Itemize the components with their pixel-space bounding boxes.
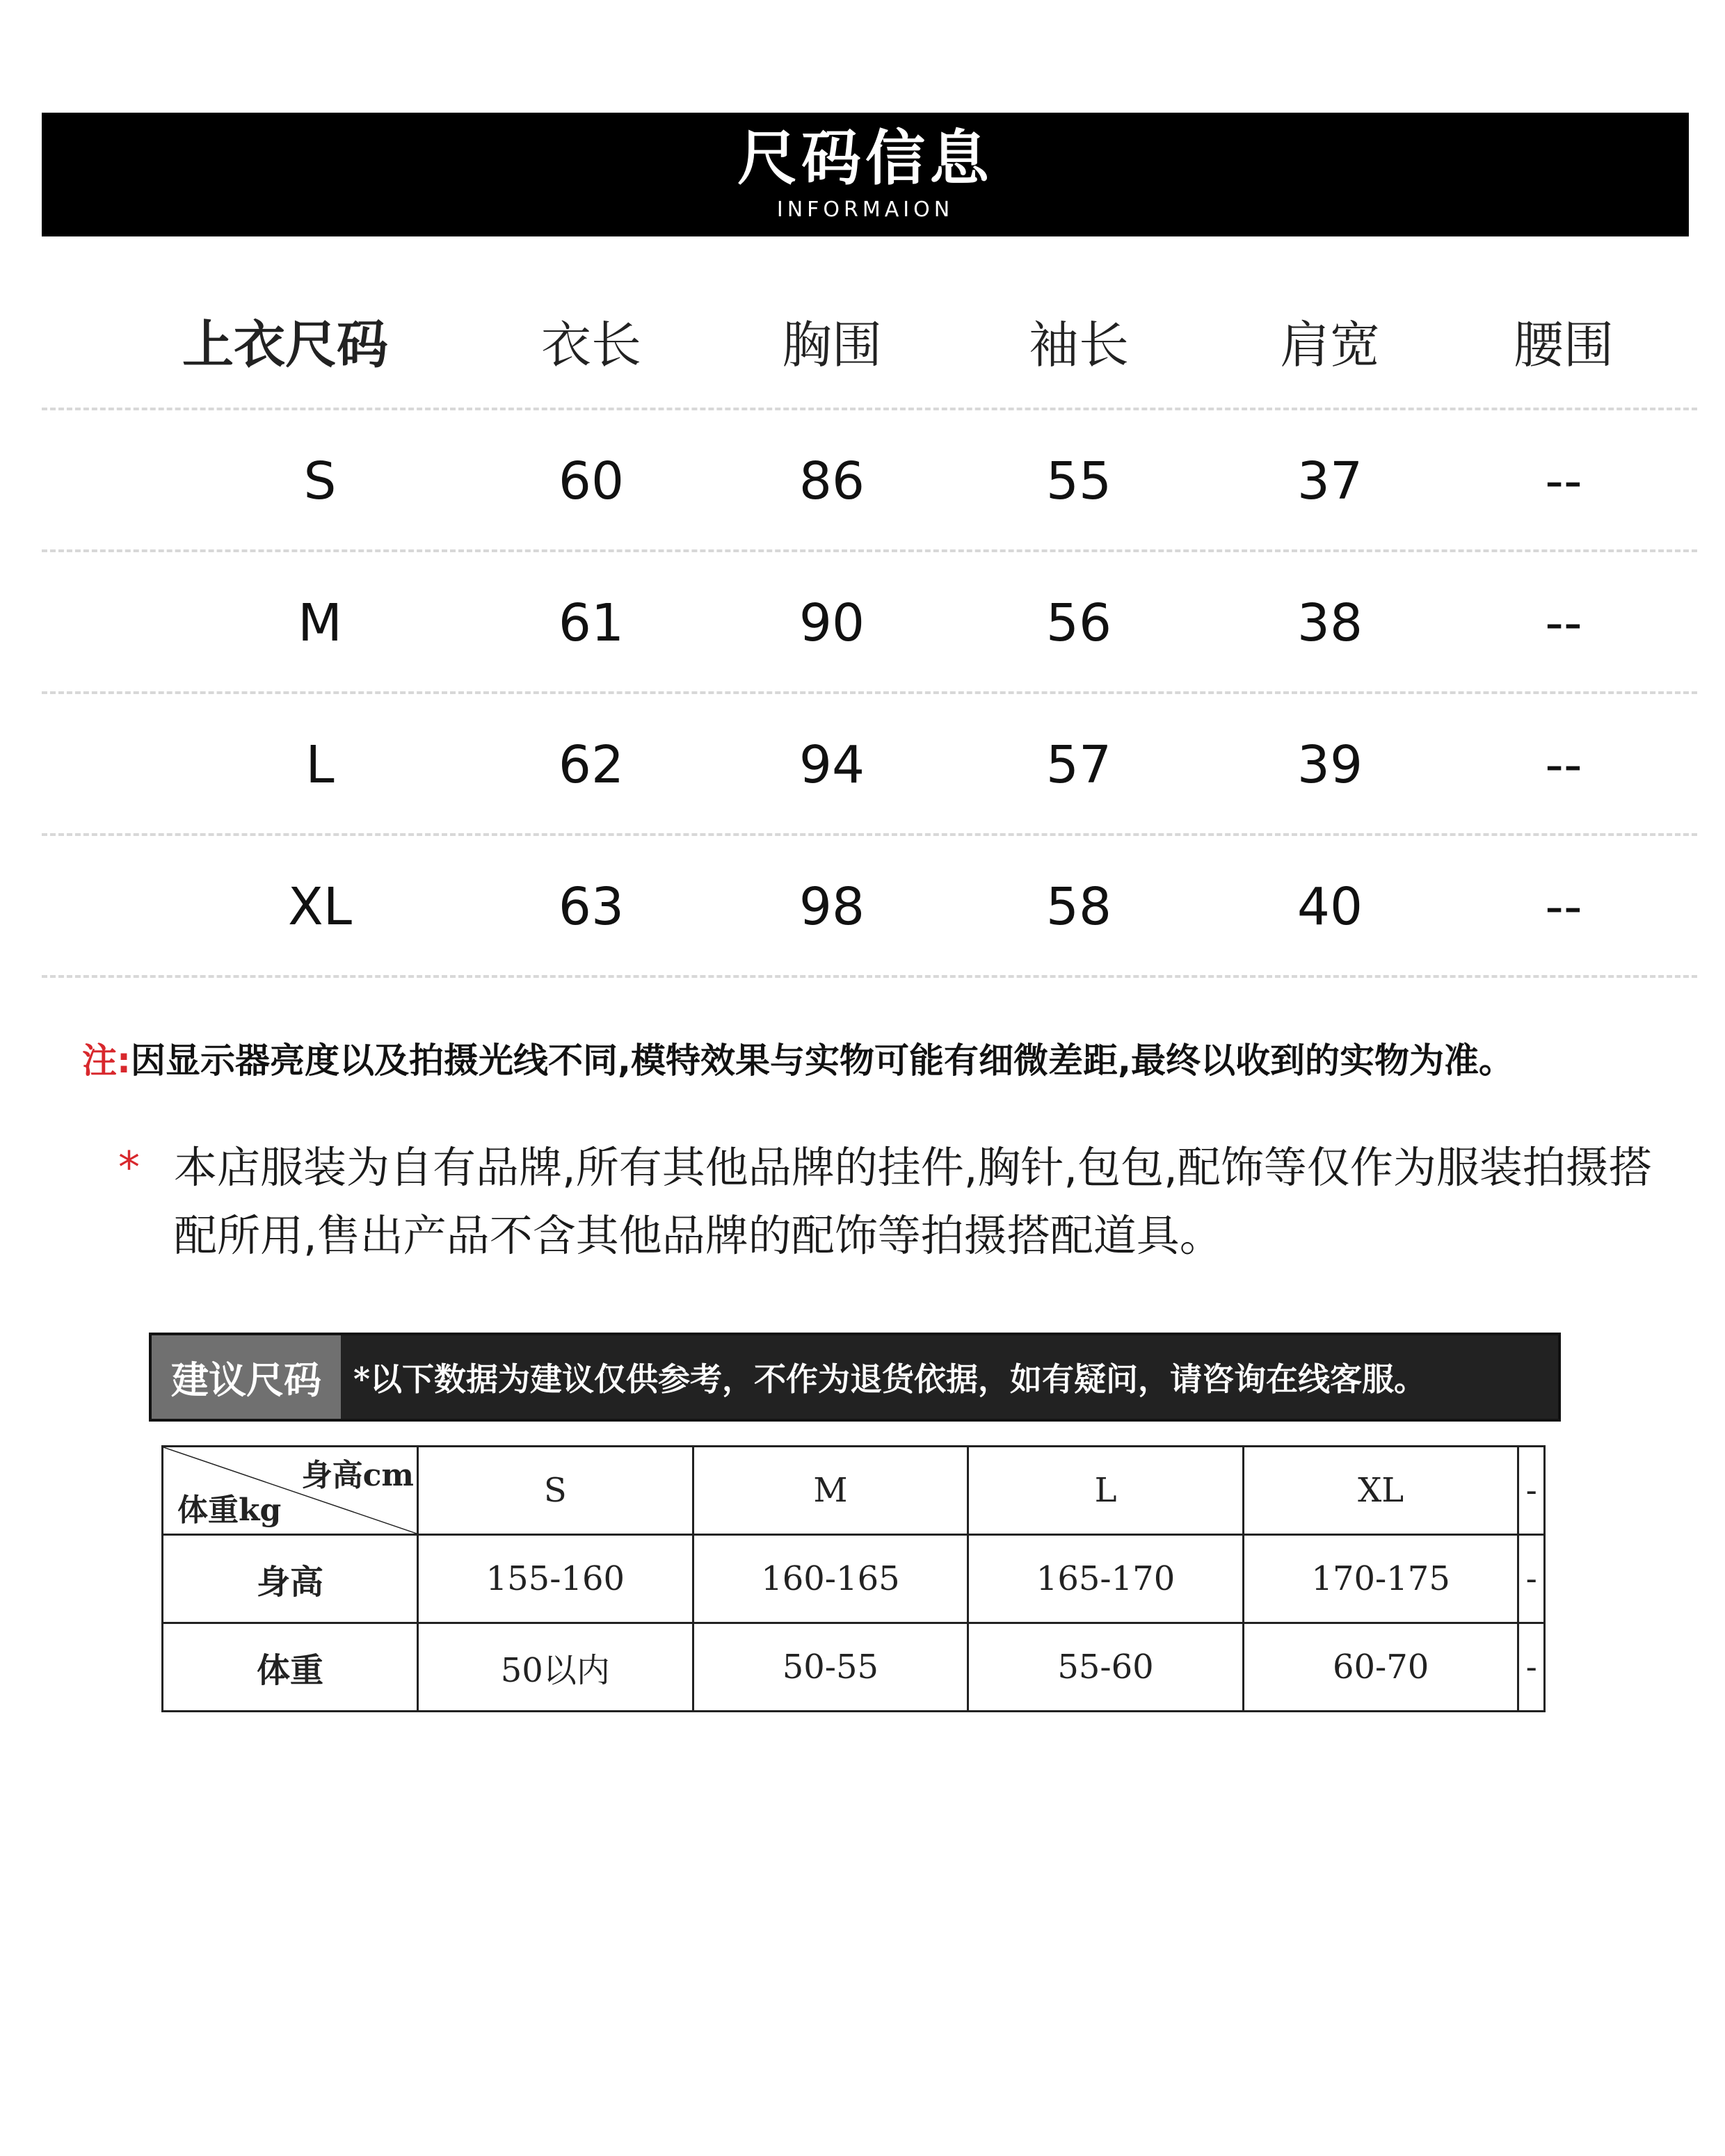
size-cell: L: [305, 735, 335, 795]
size-col-xl: XL: [1243, 1447, 1518, 1535]
table-cell: 170-175: [1243, 1535, 1518, 1623]
waist-cell: --: [1545, 593, 1582, 653]
row-label-height: 身高: [163, 1535, 418, 1623]
row-label-weight: 体重: [163, 1623, 418, 1712]
row-divider: [42, 975, 1697, 978]
display-note: [82, 1036, 1703, 1085]
table-row: [42, 836, 1697, 978]
disclaimer-text: 本店服装为自有品牌,所有其他品牌的挂件,胸针,包包,配饰等仅作为服装拍摄搭配所用,售出产品不含其他品牌的配饰等拍摄搭配道具。: [174, 1142, 1652, 1261]
table-cell: 165-170: [968, 1535, 1244, 1623]
table-cell: 160-165: [693, 1535, 968, 1623]
note-text: 因显示器亮度以及拍摄光线不同,模特效果与实物可能有细微差距,最终以收到的实物为准。: [131, 1040, 1514, 1081]
recommend-header: [149, 1333, 1561, 1422]
size-col-empty: -: [1518, 1447, 1545, 1535]
sleeve-cell: 55: [1045, 451, 1112, 511]
chest-cell: 86: [799, 451, 865, 511]
table-cell: 60-70: [1243, 1623, 1518, 1712]
table-row: [42, 410, 1697, 552]
header-sleeve: 袖长: [1028, 316, 1129, 374]
size-cell: M: [298, 593, 342, 653]
header-chest: 胸围: [781, 316, 882, 374]
shoulder-cell: 39: [1297, 735, 1363, 795]
table-cell: -: [1518, 1535, 1545, 1623]
sleeve-cell: 56: [1045, 593, 1112, 653]
header-size: 上衣尺码: [182, 315, 388, 375]
length-cell: 62: [558, 735, 625, 795]
waist-cell: --: [1545, 451, 1582, 511]
banner-title: 尺码信息: [737, 124, 993, 193]
title-banner: [42, 113, 1689, 236]
table-cell: -: [1518, 1623, 1545, 1712]
table-row: [163, 1535, 1545, 1623]
header-waist: 腰围: [1513, 316, 1614, 374]
table-cell: 50-55: [693, 1623, 968, 1712]
table-cell: 55-60: [968, 1623, 1244, 1712]
header-length: 衣长: [540, 316, 641, 374]
size-table: [42, 271, 1697, 978]
waist-cell: --: [1545, 735, 1582, 795]
length-cell: 63: [558, 877, 625, 937]
corner-height-label: 身高cm: [301, 1458, 414, 1493]
table-row: [163, 1623, 1545, 1712]
asterisk-icon: *: [118, 1142, 140, 1193]
chest-cell: 94: [799, 735, 865, 795]
table-cell: 155-160: [418, 1535, 693, 1623]
waist-cell: --: [1545, 877, 1582, 937]
size-cell: S: [303, 451, 337, 511]
recommend-table: [161, 1445, 1546, 1712]
size-col-l: L: [968, 1447, 1244, 1535]
brand-disclaimer: [118, 1134, 1662, 1270]
size-col-m: M: [693, 1447, 968, 1535]
table-cell: 50以内: [418, 1623, 693, 1712]
size-table-header: [42, 271, 1697, 410]
corner-weight-label: 体重kg: [177, 1493, 282, 1528]
table-row: [42, 694, 1697, 836]
length-cell: 61: [558, 593, 625, 653]
recommend-header-row: [163, 1447, 1545, 1535]
recommend-desc: *以下数据为建议仅供参考，不作为退货依据，如有疑问，请咨询在线客服。: [353, 1360, 1427, 1398]
header-shoulder: 肩宽: [1279, 316, 1380, 374]
note-label: 注:: [82, 1040, 131, 1081]
banner-subtitle: INFORMAION: [776, 198, 954, 222]
chest-cell: 90: [799, 593, 865, 653]
corner-cell: [163, 1447, 418, 1535]
sleeve-cell: 57: [1045, 735, 1112, 795]
shoulder-cell: 40: [1297, 877, 1363, 937]
shoulder-cell: 38: [1297, 593, 1363, 653]
sleeve-cell: 58: [1045, 877, 1112, 937]
size-cell: XL: [288, 877, 352, 937]
recommend-tag: 建议尺码: [152, 1335, 341, 1419]
chest-cell: 98: [799, 877, 865, 937]
size-col-s: S: [418, 1447, 693, 1535]
table-row: [42, 552, 1697, 694]
length-cell: 60: [558, 451, 625, 511]
shoulder-cell: 37: [1297, 451, 1363, 511]
